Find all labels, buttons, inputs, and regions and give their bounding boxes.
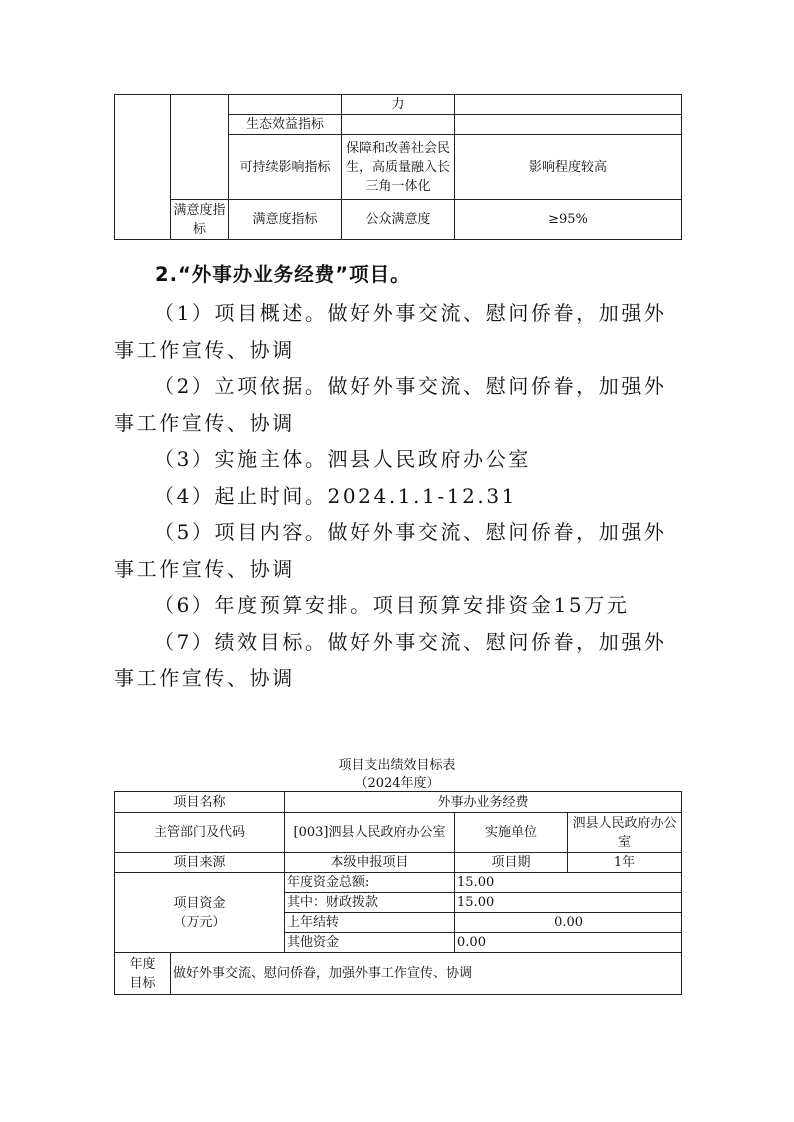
funds-row-label: 上年结转 <box>285 913 455 933</box>
paragraph-budget: （6）年度预算安排。项目预算安排资金15万元 <box>154 593 630 617</box>
period-label: 项目期 <box>455 853 568 873</box>
funds-row-value: 15.00 <box>455 873 682 893</box>
dept-value: [003]泗县人民政府办公室 <box>285 813 455 853</box>
funds-row-value: 0.00 <box>455 913 682 933</box>
paragraph-overview: （1）项目概述。做好外事交流、慰问侨眷，加强外事工作宣传、协调 <box>114 301 667 362</box>
funds-row-value: 15.00 <box>455 893 682 913</box>
funds-label-cell <box>115 873 285 953</box>
goal-label: 年度目标 <box>115 953 171 995</box>
funds-unit: （万元） <box>173 914 226 930</box>
funds-row-value: 0.00 <box>455 933 682 953</box>
source-value: 本级申报项目 <box>285 853 455 873</box>
level2-indicator-cell <box>171 95 229 200</box>
impl-value: 泗县人民政府办公室 <box>568 813 682 853</box>
impl-label: 实施单位 <box>455 813 568 853</box>
project-description <box>114 295 682 697</box>
indicator-content-cell: 保障和改善社会民生，高质量融入长三角一体化 <box>342 135 455 200</box>
paragraph-goal: （7）绩效目标。做好外事交流、慰问侨眷，加强外事工作宣传、协调 <box>114 629 667 690</box>
funds-row-label: 其中：财政拨款 <box>285 893 455 913</box>
period-value: 1年 <box>568 853 682 873</box>
indicator-value-cell: ≥95% <box>455 200 682 240</box>
level1-indicator-cell <box>115 95 171 240</box>
indicator-value-cell <box>455 115 682 135</box>
paragraph-content: （5）项目内容。做好外事交流、慰问侨眷，加强外事工作宣传、协调 <box>114 520 667 581</box>
funds-row-label: 年度资金总额: <box>285 873 455 893</box>
indicator-content-cell <box>342 115 455 135</box>
paragraph-subject: （3）实施主体。泗县人民政府办公室 <box>154 447 531 471</box>
table-title: 项目支出绩效目标表 <box>338 758 456 773</box>
section-heading: 2.“外事办业务经费”项目。 <box>155 263 411 286</box>
indicator-value-cell <box>455 95 682 115</box>
level3-indicator-cell: 生态效益指标 <box>229 115 342 135</box>
indicator-content-cell: 公众满意度 <box>342 200 455 240</box>
indicator-value-cell: 影响程度较高 <box>455 135 682 200</box>
table-subtitle: （2024年度） <box>354 776 440 791</box>
project-name-value: 外事办业务经费 <box>285 792 682 813</box>
level3-indicator-cell <box>229 95 342 115</box>
level2-indicator-cell: 满意度指标 <box>171 200 229 240</box>
level3-indicator-cell: 满意度指标 <box>229 200 342 240</box>
goal-value: 做好外事交流、慰问侨眷，加强外事工作宣传、协调 <box>171 953 682 995</box>
project-name-label: 项目名称 <box>115 792 285 813</box>
performance-target-table <box>114 791 682 995</box>
indicator-table-continued <box>114 94 682 240</box>
funds-row-label: 其他资金 <box>285 933 455 953</box>
indicator-content-cell: 力 <box>342 95 455 115</box>
funds-label: 项目资金 <box>173 895 226 911</box>
paragraph-basis: （2）立项依据。做好外事交流、慰问侨眷，加强外事工作宣传、协调 <box>114 374 667 435</box>
dept-label: 主管部门及代码 <box>115 813 285 853</box>
source-label: 项目来源 <box>115 853 285 873</box>
paragraph-period: （4）起止时间。2024.1.1-12.31 <box>154 483 518 508</box>
level3-indicator-cell: 可持续影响指标 <box>229 135 342 200</box>
